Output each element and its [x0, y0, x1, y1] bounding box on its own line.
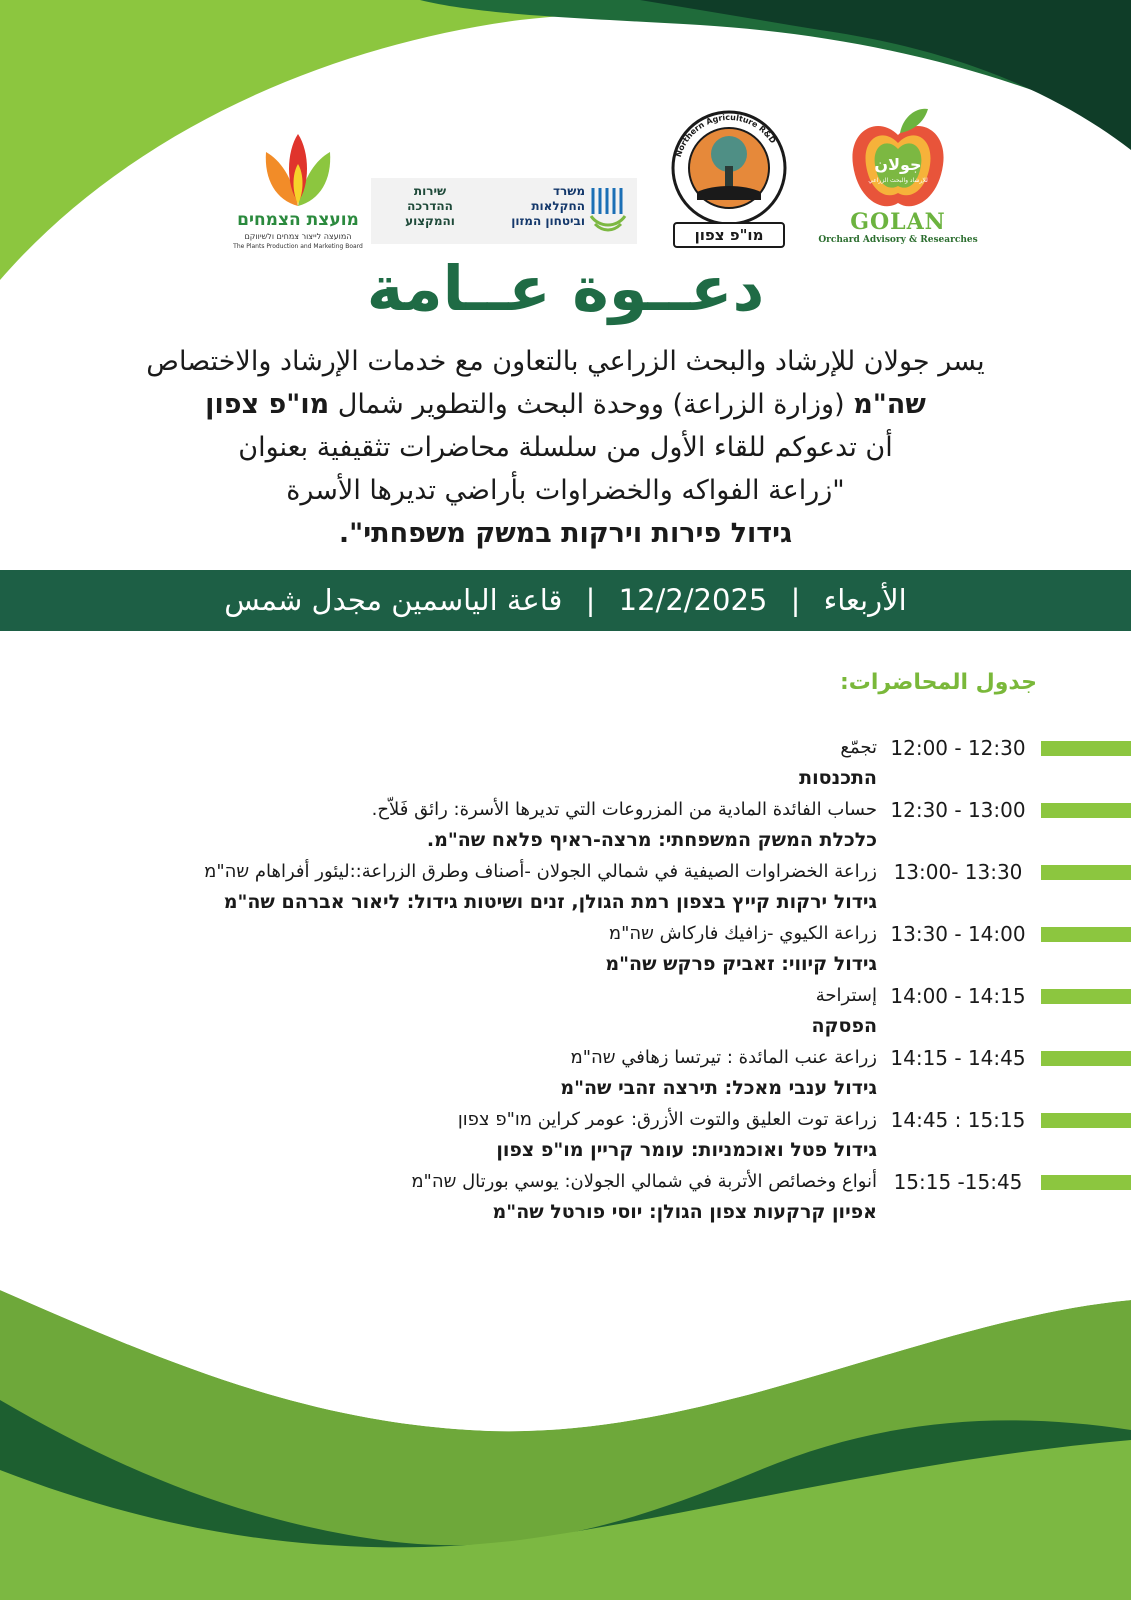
intro-line-1: يسر جولان للإرشاد والبحث الزراعي بالتعاون مع خدمات الإرشاد والاختصاص: [146, 346, 985, 377]
golan-name: GOLAN: [850, 209, 946, 235]
row-marker: [1041, 741, 1131, 756]
session-arabic: أنواع وخصائص الأتربة في شمالي الجولان: يوسي بورتال שה"מ: [411, 1171, 877, 1192]
schedule-row: [0, 859, 1131, 919]
event-details: [0, 570, 1131, 631]
session-hebrew: אפיון קרקעות צפון הגולן: יוסי פורטל שה"מ: [492, 1201, 877, 1223]
event-details-bar: [0, 570, 1131, 631]
session-arabic: زراعة الخضراوات الصيفية في شمالي الجولان -أصناف وطرق الزراعة::ليئور أفراهام שה"מ: [204, 861, 877, 882]
session-time: 14:45 : 15:15: [890, 1108, 1026, 1132]
separator: |: [585, 583, 596, 617]
session-arabic: زراعة عنب المائدة : تيرتسا زهافي שה"מ: [570, 1047, 877, 1068]
session-time: 12:30 - 13:00: [890, 798, 1026, 822]
plants-council-name: מועצת הצמחים: [237, 210, 359, 230]
logos-row: [0, 0, 1131, 260]
event-venue: قاعة الياسمين مجدل شمس: [224, 583, 563, 617]
schedule-row: [0, 1045, 1131, 1105]
mop-north-logo: [665, 110, 795, 250]
row-marker: [1041, 803, 1131, 818]
golan-arabic-subtitle: للإرشاد والبحث الزراعي: [868, 177, 928, 184]
separator: |: [790, 583, 801, 617]
intro-text: [60, 340, 1071, 555]
schedule-row: [0, 1107, 1131, 1167]
row-marker: [1041, 927, 1131, 942]
row-marker: [1041, 1175, 1131, 1190]
session-time: 14:15 - 14:45: [890, 1046, 1026, 1070]
golan-arabic-name: جولان: [874, 155, 922, 174]
session-time: 13:30 - 14:00: [890, 922, 1026, 946]
session-hebrew: גידול ענבי מאכל: תירצה זהבי שה"מ: [560, 1077, 877, 1099]
mop-ring-text: [665, 110, 795, 240]
mop-label: מו"פ צפון: [673, 222, 785, 248]
row-marker: [1041, 1113, 1131, 1128]
row-marker: [1041, 865, 1131, 880]
ministry-name: משרד החקלאות וביטחון המזון: [511, 184, 585, 228]
event-date: 12/2/2025: [618, 583, 768, 617]
schedule-heading: جدول المحاضرات:: [839, 670, 1037, 695]
session-time: 13:00- 13:30: [893, 860, 1023, 884]
session-hebrew: כלכלת המשק המשפחתי: מרצה-ראיף פלאח שה"מ.: [426, 829, 877, 851]
schedule-row: [0, 921, 1131, 981]
flower-icon: [258, 130, 338, 210]
session-time: 12:00 - 12:30: [890, 736, 1026, 760]
session-hebrew: הפסקה: [811, 1015, 877, 1037]
session-arabic: زراعة الكيوي -زافيك فاركاش שה"מ: [608, 923, 877, 944]
session-arabic: زراعة توت العليق والتوت الأزرق: عومر كراين מו"פ צפון: [457, 1109, 877, 1130]
session-hebrew: גידול פטל ואוכמניות: עומר קריין מו"פ צפון: [496, 1139, 877, 1161]
session-arabic: إستراحة: [815, 985, 877, 1006]
session-hebrew: גידול ירקות קייץ בצפון רמת הגולן, זנים ושיטות גידול: ליאור אברהם שה"מ: [223, 891, 877, 913]
session-time: 15:15 -15:45: [893, 1170, 1023, 1194]
session-time: 14:00 - 14:15: [890, 984, 1026, 1008]
session-arabic: حساب الفائدة المادية من المزروعات التي تديرها الأسرة: رائق فَلاّح.: [371, 799, 877, 820]
page-title: دعــوة عــامة: [366, 252, 765, 325]
intro-line-4: "زراعة الفواكه والخضراوات بأراضي تديرها الأسرة: [286, 475, 845, 506]
golan-subtitle: Orchard Advisory & Researches: [818, 235, 978, 245]
row-marker: [1041, 989, 1131, 1004]
plants-council-logo: [222, 130, 374, 252]
golan-logo: [818, 105, 978, 250]
intro-line-3: أن تدعوكم للقاء الأول من سلسلة محاضرات تثقيفية بعنوان: [238, 432, 893, 463]
schedule-row: [0, 735, 1131, 795]
session-hebrew: גידול קיווי: זאביק פרקש שה"מ: [605, 953, 877, 975]
schedule-row: [0, 1169, 1131, 1229]
schedule-row: [0, 983, 1131, 1043]
plants-council-english: The Plants Production and Marketing Board: [233, 243, 363, 250]
event-day: الأربعاء: [823, 583, 907, 617]
intro-line-2: שה"מ (وزارة الزراعة) ووحدة البحث والتطوير شمال מו"פ צפון: [205, 389, 926, 420]
session-arabic: تجمّع: [840, 737, 877, 758]
intro-line-5: גידול פירות וירקות במשק משפחתי".: [338, 518, 793, 549]
ministry-agriculture-logo: [371, 178, 637, 244]
session-hebrew: התכנסות: [799, 767, 877, 789]
row-marker: [1041, 1051, 1131, 1066]
plants-council-subtitle: המועצה לייצור צמחים ולשיווקם: [244, 232, 352, 241]
service-name: שירות ההדרכה והמקצוע: [405, 184, 455, 228]
menorah-icon: [589, 184, 627, 234]
schedule-row: [0, 797, 1131, 857]
svg-text:Northern Agriculture R&D: Northern Agriculture R&D: [673, 112, 778, 159]
